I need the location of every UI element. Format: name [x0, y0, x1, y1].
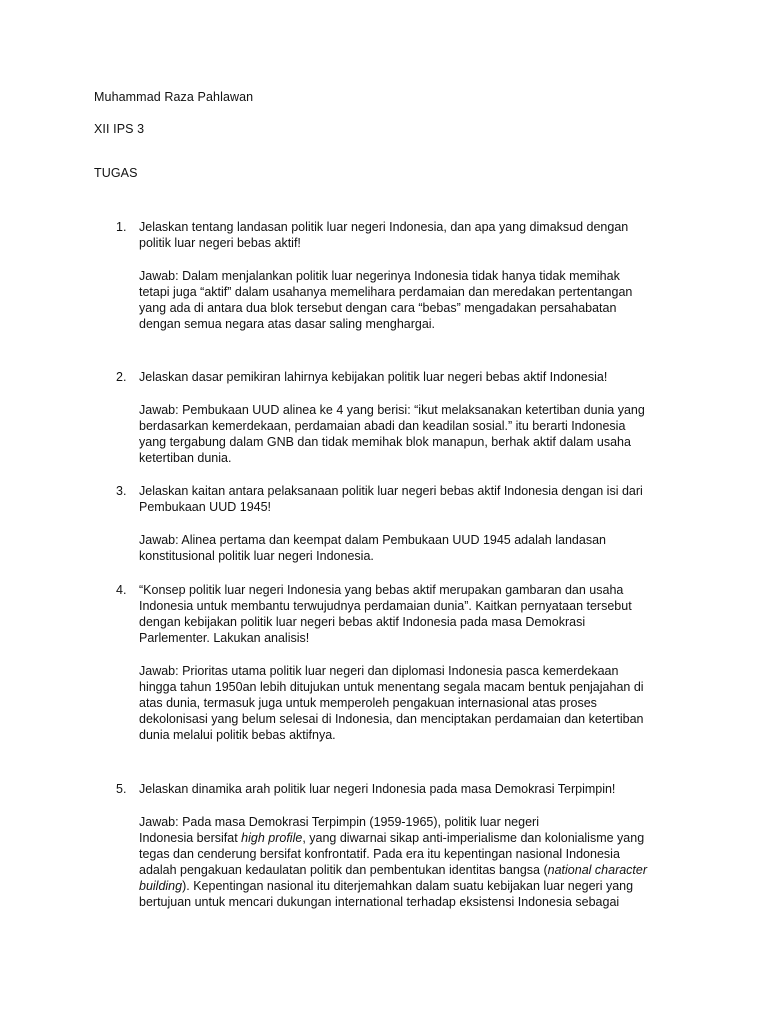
answer-line: ketertiban dunia.: [139, 451, 232, 465]
answer-line: atas dunia, termasuk juga untuk memperoleh pengakuan internasional atas proses: [139, 696, 597, 710]
question-text: [139, 582, 679, 646]
answer-line: dengan semua negara atas dasar saling menghargai.: [139, 317, 436, 331]
question-line: Jelaskan kaitan antara pelaksanaan politik luar negeri bebas aktif Indonesia dengan isi dari: [139, 484, 643, 498]
question-number: 1.: [116, 220, 127, 234]
answer-segment: ). Kepentingan nasional itu diterjemahkan dalam suatu kebijakan luar negeri yang: [182, 879, 634, 893]
question-number: 2.: [116, 370, 127, 384]
answer-line: dunia melalui politik bebas aktifnya.: [139, 728, 336, 742]
answer-line: konstitusional politik luar negeri Indonesia.: [139, 549, 374, 563]
answer-line: Jawab: Pembukaan UUD alinea ke 4 yang berisi: “ikut melaksanakan ketertiban dunia yang: [139, 403, 645, 417]
answer-italic-term: building: [139, 879, 183, 893]
answer-segment: Indonesia bersifat: [139, 831, 242, 845]
answer-line: tegas dan cenderung bersifat konfrontatif. Pada era itu kepentingan nasional Indonesia: [139, 847, 620, 861]
assignment-title: TUGAS: [94, 166, 138, 180]
answer-segment: adalah pengakuan kedaulatan politik dan pembentukan identitas bangsa (: [139, 863, 548, 877]
question-line: Jelaskan dasar pemikiran lahirnya kebijakan politik luar negeri bebas aktif Indonesia!: [139, 370, 608, 384]
answer-line: Jawab: Dalam menjalankan politik luar negerinya Indonesia tidak hanya tidak memihak: [139, 269, 620, 283]
answer-line: Jawab: Prioritas utama politik luar negeri dan diplomasi Indonesia pasca kemerdekaan: [139, 664, 619, 678]
question-text: [139, 483, 679, 515]
answer-line: [139, 862, 679, 878]
answer-line: yang ada di antara dua blok tersebut dengan cara “bebas” mengadakan persahabatan: [139, 301, 617, 315]
answer-line: Jawab: Alinea pertama dan keempat dalam Pembukaan UUD 1945 adalah landasan: [139, 533, 606, 547]
question-line: dengan kebijakan politik luar negeri bebas aktif Indonesia pada masa Demokrasi: [139, 615, 586, 629]
question-line: Jelaskan tentang landasan politik luar negeri Indonesia, dan apa yang dimaksud dengan: [139, 220, 629, 234]
answer-italic-term: national character: [547, 863, 648, 877]
answer-text: [139, 532, 679, 564]
answer-segment: , yang diwarnai sikap anti-imperialisme dan kolonialisme yang: [302, 831, 645, 845]
answer-text: [139, 402, 679, 466]
question-text: [139, 219, 679, 251]
question-line: Parlementer. Lakukan analisis!: [139, 631, 310, 645]
answer-line: bertujuan untuk mencari dukungan international terhadap eksistensi Indonesia sebagai: [139, 895, 620, 909]
answer-italic-term: high profile: [241, 831, 303, 845]
answer-text: [139, 268, 679, 332]
student-class: XII IPS 3: [94, 122, 145, 136]
answer-line: berdasarkan kemerdekaan, perdamaian abadi dan keadilan sosial.” itu berarti Indonesia: [139, 419, 626, 433]
answer-text: [139, 814, 679, 910]
answer-line: hingga tahun 1950an lebih ditujukan untuk menentang segala macam bentuk penjajahan di: [139, 680, 644, 694]
question-number: 4.: [116, 583, 127, 597]
student-name: Muhammad Raza Pahlawan: [94, 90, 254, 104]
question-line: Indonesia untuk membantu terwujudnya perdamaian dunia”. Kaitkan pernyataan tersebut: [139, 599, 632, 613]
answer-line: [139, 878, 679, 894]
question-line: politik luar negeri bebas aktif!: [139, 236, 301, 250]
answer-line: tetapi juga “aktif” dalam usahanya memelihara perdamaian dan meredakan pertentangan: [139, 285, 633, 299]
answer-line: yang tergabung dalam GNB dan tidak memihak blok manapun, berhak aktif dalam usaha: [139, 435, 631, 449]
question-text: [139, 369, 679, 385]
answer-line: [139, 830, 679, 846]
answer-line: dekolonisasi yang belum selesai di Indonesia, dan menciptakan perdamaian dan ketertiban: [139, 712, 644, 726]
answer-line: Jawab: Pada masa Demokrasi Terpimpin (1959-1965), politik luar negeri: [139, 815, 539, 829]
question-number: 5.: [116, 782, 127, 796]
question-line: Pembukaan UUD 1945!: [139, 500, 272, 514]
question-text: [139, 781, 679, 797]
answer-text: [139, 663, 679, 743]
question-number: 3.: [116, 484, 127, 498]
question-line: “Konsep politik luar negeri Indonesia yang bebas aktif merupakan gambaran dan usaha: [139, 583, 624, 597]
question-line: Jelaskan dinamika arah politik luar negeri Indonesia pada masa Demokrasi Terpimpin!: [139, 782, 616, 796]
